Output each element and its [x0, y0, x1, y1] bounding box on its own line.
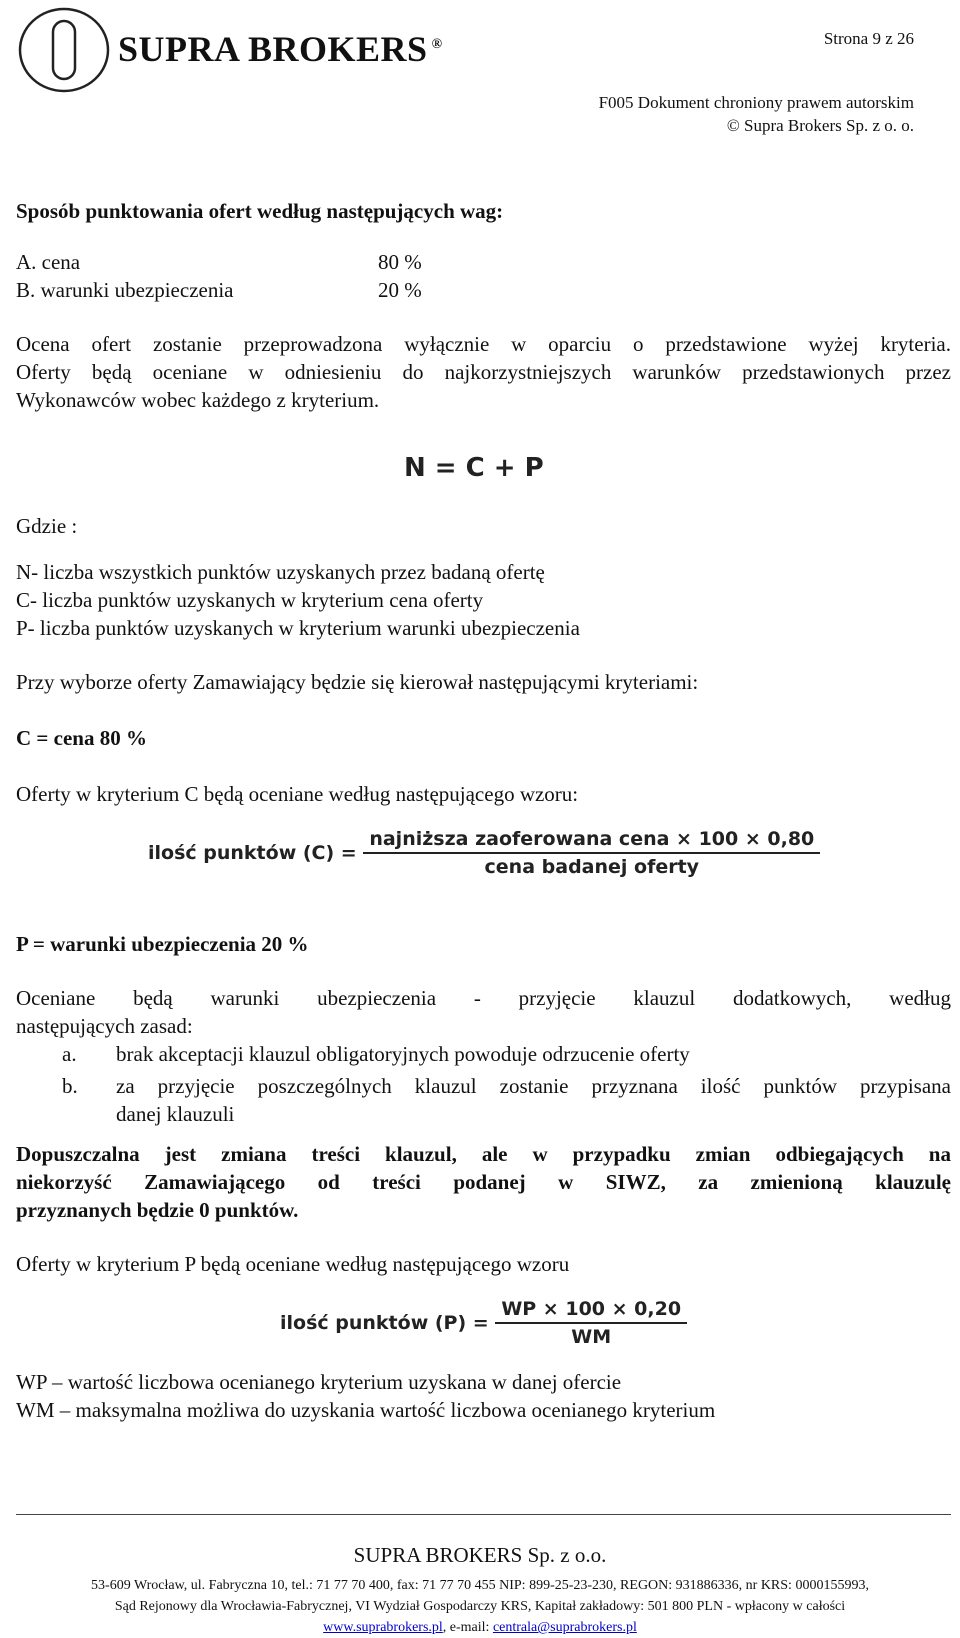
document-notice: F005 Dokument chroniony prawem autorskim [598, 93, 914, 112]
logo-registered-mark: ® [431, 37, 443, 52]
where-label: Gdzie : [16, 514, 78, 538]
formula-c-fraction [363, 828, 820, 878]
weight-label-b: B. warunki ubezpieczenia [16, 278, 234, 302]
logo-oval-icon [18, 6, 110, 94]
formula-c-denominator: cena badanej oferty [484, 856, 700, 878]
definition-wp: WP – wartość liczbowa ocenianego kryterium uzyskana w danej ofercie [16, 1370, 622, 1394]
weight-value-b: 20 % [378, 278, 422, 302]
logo [18, 6, 458, 94]
formula-main: N = C + P [404, 453, 544, 483]
website-link[interactable]: www.suprabrokers.pl [323, 1620, 443, 1635]
footer-divider [16, 1514, 951, 1515]
footer-contact [0, 1617, 960, 1638]
logo-text [118, 28, 443, 70]
logo-name: SUPRA BROKERS [118, 29, 428, 69]
definition-wm: WM – maksymalna możliwa do uzyskania wartość liczbowa ocenianego kryterium [16, 1398, 716, 1422]
formula-p [280, 1298, 687, 1348]
weight-value-a: 80 % [378, 250, 422, 274]
list-marker-b: b. [62, 1074, 78, 1098]
list-item-b-continuation: danej klauzuli [116, 1102, 235, 1126]
section-heading: Sposób punktowania ofert według następujących wag: [16, 199, 504, 223]
bold-note-line: przyznanych będzie 0 punktów. [16, 1198, 299, 1222]
criterion-c-heading: C = cena 80 % [16, 726, 147, 750]
intro-paragraph-line: Wykonawców wobec każdego z kryterium. [16, 388, 380, 412]
formula-c [148, 828, 820, 878]
formula-c-numerator: najniższa zaoferowana cena × 100 × 0,80 [363, 828, 820, 854]
copyright-notice: © Supra Brokers Sp. z o. o. [726, 116, 914, 135]
criterion-p-text-line: następujących zasad: [16, 1014, 193, 1038]
formula-p-numerator: WP × 100 × 0,20 [495, 1298, 687, 1324]
email-label: , e-mail: [442, 1620, 493, 1635]
criterion-p-intro: Oferty w kryterium P będą oceniane według następującego wzoru [16, 1252, 570, 1276]
footer-registry: Sąd Rejonowy dla Wrocławia-Fabrycznej, VI Wydział Gospodarczy KRS, Kapitał zakładowy: 501 800 PLN - wpłacony w całości [114, 1599, 846, 1614]
weight-label-a: A. cena [16, 250, 81, 274]
formula-p-fraction [495, 1298, 687, 1348]
bold-note-line: niekorzyść Zamawiającego od treści podanej w SIWZ, za zmienioną klauzulę [16, 1170, 951, 1194]
criterion-c-intro: Oferty w kryterium C będą oceniane według następującego wzoru: [16, 782, 579, 806]
list-item-b: za przyjęcie poszczególnych klauzul zostanie przyznana ilość punktów przypisana [116, 1074, 951, 1098]
page-number: Strona 9 z 26 [823, 29, 914, 48]
formula-p-denominator: WM [571, 1326, 612, 1348]
footer-address: 53-609 Wrocław, ul. Fabryczna 10, tel.: 71 77 70 400, fax: 71 77 70 455 NIP: 899-25-23-230, REGON: 931886336, nr KRS: 0000155993, [91, 1578, 869, 1593]
criterion-p-heading: P = warunki ubezpieczenia 20 % [16, 932, 309, 956]
footer-company: SUPRA BROKERS Sp. z o.o. [353, 1543, 607, 1567]
list-item-a: brak akceptacji klauzul obligatoryjnych powoduje odrzucenie oferty [116, 1042, 690, 1066]
intro-paragraph-line: Oferty będą oceniane w odniesieniu do najkorzystniejszych warunków przedstawionych przez [16, 360, 951, 384]
definition-c: C- liczba punktów uzyskanych w kryterium cena oferty [16, 588, 484, 612]
criteria-intro: Przy wyborze oferty Zamawiający będzie się kierował następującymi kryteriami: [16, 670, 699, 694]
list-marker-a: a. [62, 1042, 77, 1066]
formula-c-lhs: ilość punktów (C) = [148, 842, 357, 864]
formula-p-lhs: ilość punktów (P) = [280, 1312, 489, 1334]
bold-note-line: Dopuszczalna jest zmiana treści klauzul, ale w przypadku zmian odbiegających na [16, 1142, 951, 1166]
criterion-p-text-line: Oceniane będą warunki ubezpieczenia - przyjęcie klauzul dodatkowych, według [16, 986, 951, 1010]
definition-n: N- liczba wszystkich punktów uzyskanych przez badaną ofertę [16, 560, 545, 584]
definition-p: P- liczba punktów uzyskanych w kryterium warunki ubezpieczenia [16, 616, 580, 640]
intro-paragraph-line: Ocena ofert zostanie przeprowadzona wyłącznie w oparciu o przedstawione wyżej kryteria. [16, 332, 951, 356]
email-link[interactable]: centrala@suprabrokers.pl [492, 1620, 637, 1635]
